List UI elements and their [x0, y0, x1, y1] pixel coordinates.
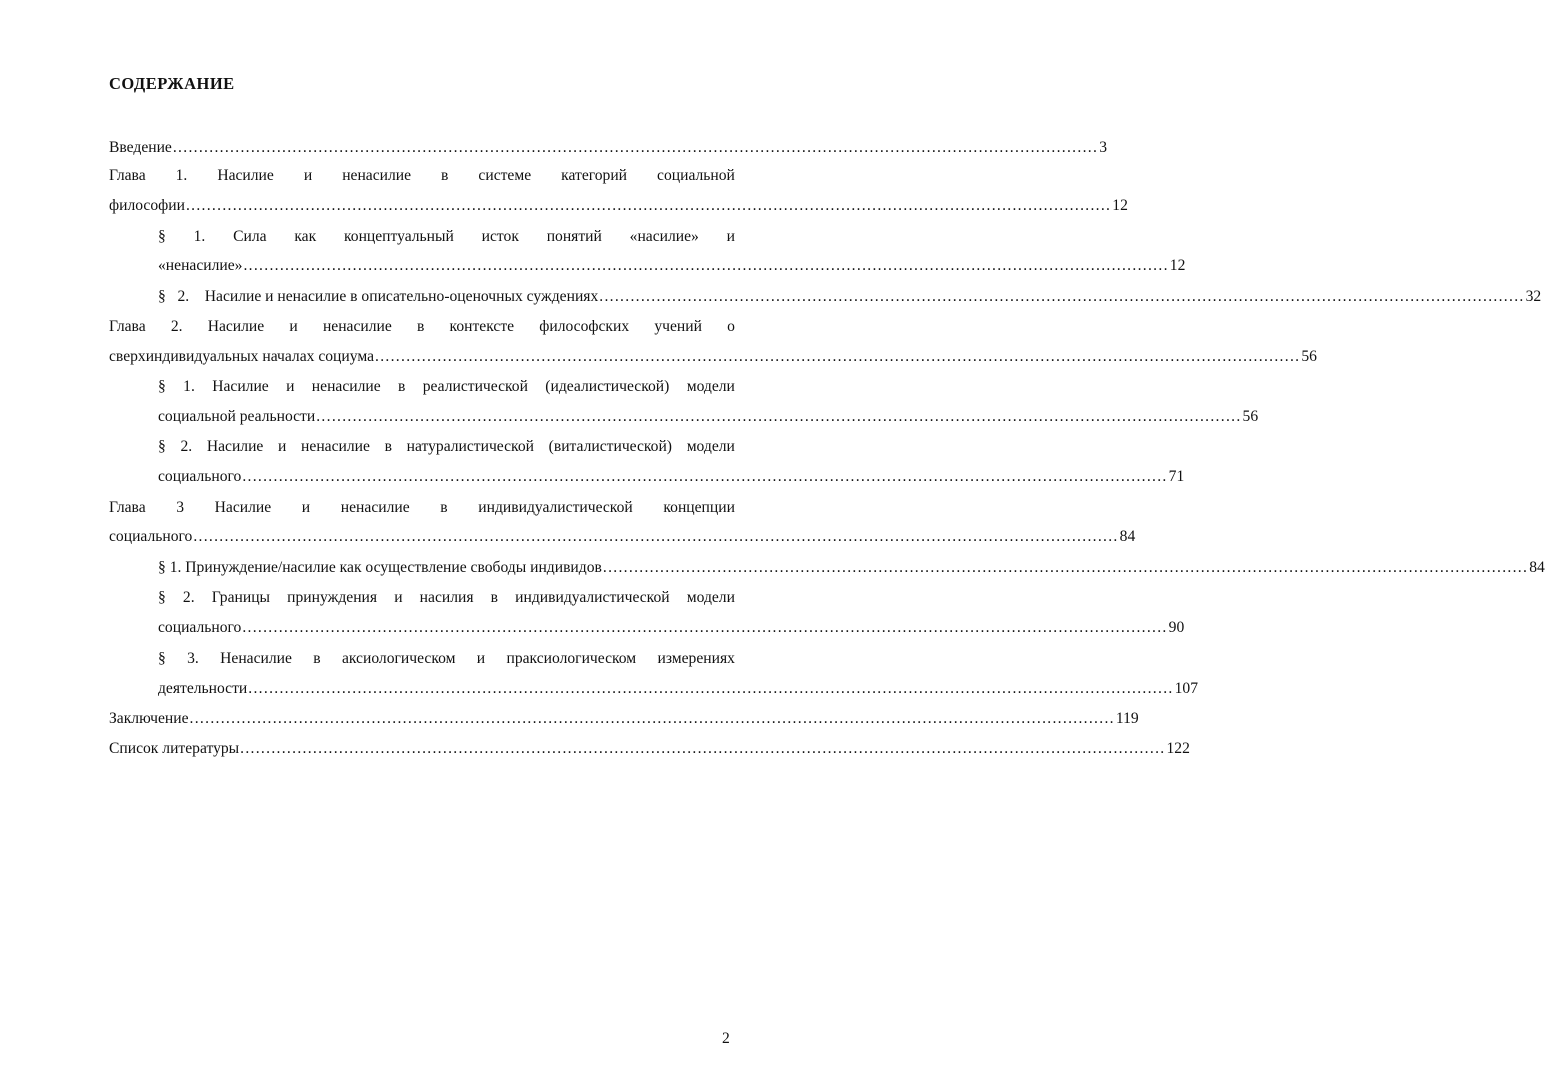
toc-page-number: 84 [1119, 528, 1136, 545]
toc-word: насилия [419, 589, 474, 606]
toc-word: и [286, 378, 295, 395]
toc-label: философии [109, 197, 185, 214]
toc-word: принуждения [287, 589, 378, 606]
toc-word: системе [478, 167, 532, 184]
toc-word: как [294, 228, 317, 245]
toc-word: § [158, 589, 166, 606]
toc-page-number: 84 [1529, 559, 1545, 576]
toc-page-number: 3 [1099, 139, 1107, 156]
dot-leader: .................................................................................................................................................................................. [248, 680, 1174, 697]
toc-entry-section-3-3-cont[interactable] [158, 674, 1198, 704]
dot-leader: .................................................................................................................................................................................. [242, 468, 1168, 485]
toc-entry-chapter-3[interactable] [109, 493, 735, 523]
toc-label: Список литературы [109, 740, 240, 757]
toc-word: натуралистической [406, 438, 534, 455]
toc-word: и [394, 589, 403, 606]
toc-word: Глава [109, 318, 146, 335]
toc-word: философских [539, 318, 630, 335]
toc-entry-chapter-1[interactable] [109, 161, 735, 191]
toc-word: § [158, 650, 166, 667]
toc-entry-section-3-2[interactable] [158, 583, 735, 613]
toc-word: реалистической [422, 378, 528, 395]
toc-word: Границы [211, 589, 271, 606]
toc-page-number: 71 [1168, 468, 1185, 485]
toc-label: социального [158, 619, 242, 636]
toc-word: 1. [175, 167, 188, 184]
toc-page-number: 32 [1525, 288, 1542, 305]
toc-entry-conclusion[interactable] [109, 704, 1139, 734]
toc-word: понятий [546, 228, 602, 245]
toc-entry-chapter-1-cont[interactable] [109, 191, 1128, 221]
toc-entry-section-1-1[interactable] [158, 222, 735, 252]
toc-word: аксиологическом [341, 650, 456, 667]
toc-word: модели [686, 438, 735, 455]
toc-word: категорий [561, 167, 628, 184]
toc-word: ненасилие [322, 318, 392, 335]
toc-entry-section-2-1-cont[interactable] [158, 402, 1259, 432]
toc-word: концептуальный [343, 228, 454, 245]
toc-word: контексте [449, 318, 515, 335]
toc-word: Насилие [206, 438, 264, 455]
toc-word: Насилие [214, 499, 272, 516]
dot-leader: .................................................................................................................................................................................. [172, 139, 1099, 156]
toc-word: в [490, 589, 499, 606]
toc-word: ненасилие [340, 499, 410, 516]
toc-word: «насилие» [629, 228, 699, 245]
toc-page-number: 56 [1242, 408, 1259, 425]
dot-leader: .................................................................................................................................................................................. [375, 348, 1301, 365]
toc-word: в [313, 650, 321, 667]
toc-word: ненасилие [311, 378, 381, 395]
toc-entry-section-3-3[interactable] [158, 644, 735, 674]
toc-word: в [384, 438, 392, 455]
toc-word: и [726, 228, 735, 245]
toc-word: 2. [180, 438, 193, 455]
toc-word: § [158, 378, 166, 395]
toc-word: модели [686, 378, 735, 395]
toc-word: 2. [182, 589, 195, 606]
toc-word: Глава [109, 167, 146, 184]
dot-leader: .................................................................................................................................................................................. [242, 619, 1168, 636]
dot-leader: .................................................................................................................................................................................. [243, 257, 1169, 274]
toc-entry-section-2-2[interactable] [158, 432, 735, 462]
toc-word: праксиологическом [506, 650, 637, 667]
toc-word: 1. [193, 228, 206, 245]
toc-word: 2. [170, 318, 183, 335]
toc-entry-chapter-2-cont[interactable] [109, 342, 1317, 372]
toc-page-number: 119 [1115, 710, 1139, 727]
toc-word: индивидуалистической [478, 499, 633, 516]
toc-word: § [158, 228, 166, 245]
toc-word: и [301, 499, 311, 516]
toc-word: Насилие [217, 167, 274, 184]
toc-word: в [440, 499, 448, 516]
toc-page-number: 56 [1301, 348, 1317, 365]
toc-word: индивидуалистической [515, 589, 670, 606]
toc-word: 3. [187, 650, 199, 667]
toc-word: ненасилие [342, 167, 412, 184]
toc-word: Глава [109, 499, 146, 516]
toc-word: о [727, 318, 735, 335]
toc-label: «ненасилие» [158, 257, 243, 274]
toc-entry-chapter-2[interactable] [109, 312, 735, 342]
toc-word: 1. [183, 378, 195, 395]
toc-label: социального [109, 528, 193, 545]
toc-entry-section-3-2-cont[interactable] [158, 613, 1185, 643]
dot-leader: .................................................................................................................................................................................. [193, 528, 1119, 545]
toc-entry-section-1-2[interactable] [158, 282, 1542, 312]
toc-page-number: 122 [1166, 740, 1190, 757]
toc-word: и [476, 650, 486, 667]
dot-leader: .................................................................................................................................................................................. [185, 197, 1112, 214]
dot-leader: .................................................................................................................................................................................. [316, 408, 1242, 425]
toc-word: в [398, 378, 406, 395]
toc-entry-section-1-1-cont[interactable] [158, 251, 1186, 281]
toc-word: 3 [176, 499, 185, 516]
toc-word: измерениях [657, 650, 735, 667]
toc-word: социальной [657, 167, 735, 184]
page-title: СОДЕРЖАНИЕ [109, 74, 235, 93]
toc-label: § 1. Принуждение/насилие как осуществление свободы индивидов [158, 559, 602, 576]
page-number: 2 [722, 1030, 730, 1047]
toc-word: § [158, 438, 166, 455]
dot-leader: .................................................................................................................................................................................. [189, 710, 1115, 727]
dot-leader: .................................................................................................................................................................................. [240, 740, 1166, 757]
toc-label: § 2. Насилие и ненасилие в описательно-оценочных суждениях [158, 288, 599, 305]
toc-entry-section-3-1[interactable] [158, 553, 1545, 583]
toc-entry-intro[interactable] [109, 133, 1107, 163]
toc-page-number: 107 [1174, 680, 1198, 697]
toc-label: социального [158, 468, 242, 485]
toc-word: учений [654, 318, 702, 335]
toc-word: и [289, 318, 298, 335]
toc-word: модели [686, 589, 735, 606]
toc-word: в [441, 167, 449, 184]
toc-word: Насилие [212, 378, 269, 395]
toc-label: деятельности [158, 680, 248, 697]
toc-word: и [278, 438, 287, 455]
toc-word: в [416, 318, 425, 335]
toc-word: концепции [663, 499, 735, 516]
toc-label: Заключение [109, 710, 189, 727]
toc-word: ненасилие [301, 438, 370, 455]
dot-leader: .................................................................................................................................................................................. [602, 559, 1529, 576]
toc-page-number: 90 [1168, 619, 1185, 636]
toc-entry-references[interactable] [109, 734, 1190, 764]
toc-label: Введение [109, 139, 172, 156]
toc-label: социальной реальности [158, 408, 316, 425]
toc-entry-section-2-1[interactable] [158, 372, 735, 402]
toc-entry-section-2-2-cont[interactable] [158, 462, 1185, 492]
toc-word: Сила [233, 228, 267, 245]
toc-page-number: 12 [1112, 197, 1128, 214]
toc-word: Ненасилие [220, 650, 292, 667]
toc-label: сверхиндивидуальных началах социума [109, 348, 375, 365]
dot-leader: .................................................................................................................................................................................. [599, 288, 1525, 305]
toc-word: Насилие [207, 318, 265, 335]
toc-word: (виталистической) [548, 438, 673, 455]
toc-word: исток [481, 228, 519, 245]
toc-page-number: 12 [1169, 257, 1186, 274]
toc-word: и [303, 167, 313, 184]
toc-word: (идеалистической) [545, 378, 670, 395]
toc-entry-chapter-3-cont[interactable] [109, 522, 1136, 552]
